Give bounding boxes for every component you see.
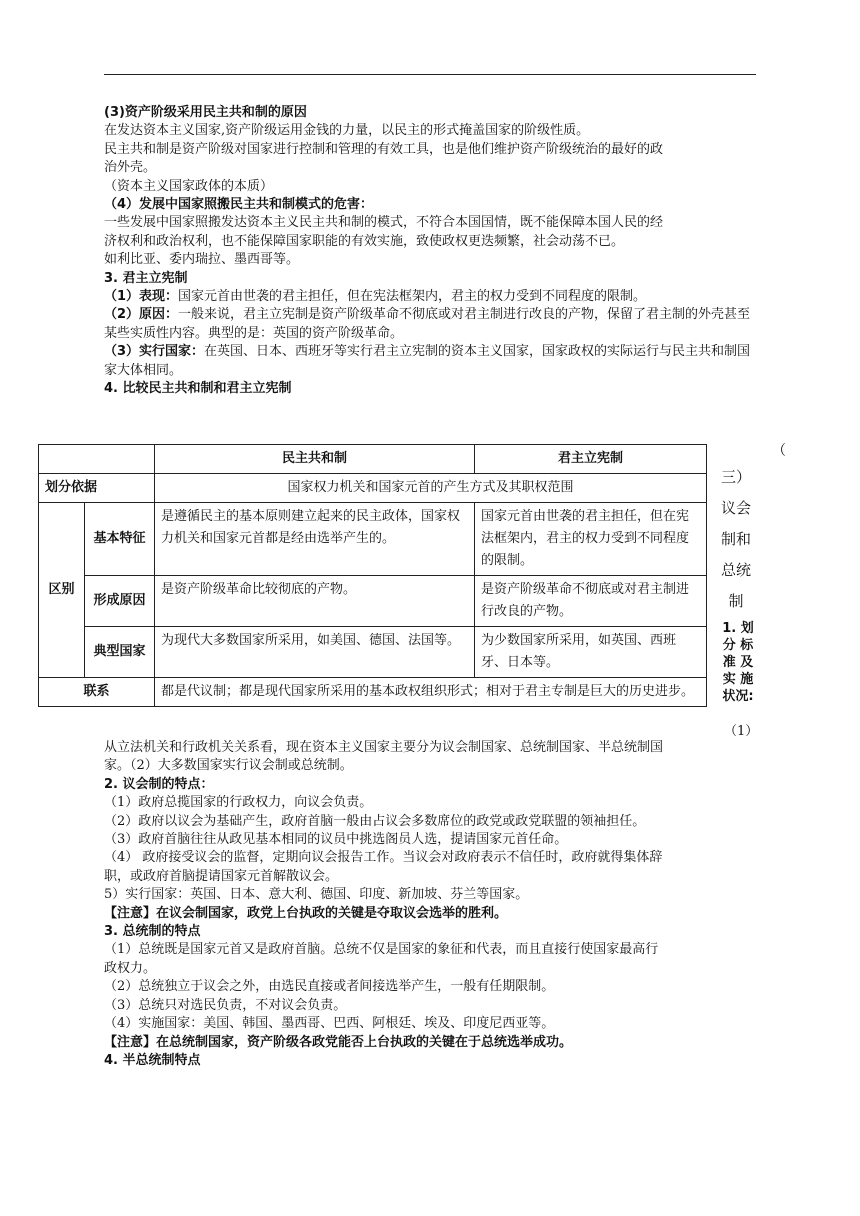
table-row: [39, 678, 707, 707]
cell-republic: 是遵循民主的基本原则建立起来的民主政体，国家权力机关和国家元首都是经由选举产生的。: [155, 503, 475, 576]
heading-reason: (3)资产阶级采用民主共和制的原因: [104, 105, 307, 120]
paragraph-line: 家。（2）大多数国家实行议会制或总统制。: [104, 758, 353, 774]
paragraph-line: （1）政府总揽国家的行政权力，向议会负责。: [104, 795, 373, 811]
top-section: [104, 104, 756, 399]
col-header-republic: 民主共和制: [155, 445, 475, 474]
heading-semi-presidential: 4. 半总统制特点: [104, 1052, 201, 1068]
row-label: 基本特征: [85, 503, 155, 576]
monarchy-point: （1）表现：国家元首由世袭的君主担任，但在宪法框架内，君主的权力受到不同程度的限制。: [104, 289, 647, 305]
side-paren-open: （: [772, 443, 786, 459]
side-heading-vertical: 三） 议会 制和 总统 制: [720, 468, 751, 610]
paragraph-line: 民主共和制是资产阶级对国家进行控制和管理的有效工具，也是他们维护资产阶级统治的最好的政: [104, 141, 664, 157]
heading-parliamentary: 2. 议会制的特点：: [104, 776, 214, 792]
paragraph-line: 从立法机关和行政机关关系看，现在资本主义国家主要分为议会制国家、总统制国家、半总统制国: [104, 740, 664, 755]
paragraph-line: 5）实行国家：英国、日本、意大利、德国、印度、新加坡、芬兰等国家。: [104, 887, 529, 903]
cell-monarchy: 是资产阶级革命不彻底或对君主制进行改良的产物。: [475, 576, 707, 627]
col-header-monarchy: 君主立宪制: [475, 445, 707, 474]
paragraph-line: （1）总统既是国家元首又是政府首脑。总统不仅是国家的象征和代表，而且直接行使国家最高行: [104, 942, 659, 958]
link-text: 都是代议制；都是现代国家所采用的基本政权组织形式；相对于君主专制是巨大的历史进步。: [155, 678, 707, 707]
paragraph-line: （4） 政府接受议会的监督，定期向议会报告工作。当议会对政府表示不信任时，政府就得集体辞: [104, 850, 663, 866]
monarchy-point: （2）原因：一般来说，君主立宪制是资产阶级革命不彻底或对君主制进行改良的产物，保留了君主制的外壳甚至某些实质性内容。典型的是：英国的资产阶级革命。: [104, 307, 751, 341]
paragraph-line: （2）政府以议会为基础产生，政府首脑一般由占议会多数席位的政党或政党联盟的领袖担任。: [104, 813, 646, 829]
paragraph-line: 职，或政府首脑提请国家元首解散议会。: [104, 868, 339, 884]
heading-compare: 4. 比较民主共和制和君主立宪制: [104, 381, 292, 397]
heading-harm: （4）发展中国家照搬民主共和制模式的危害：: [104, 197, 374, 213]
paragraph-line: （2）总统独立于议会之外，由选民直接或者间接选举产生，一般有任期限制。: [104, 979, 555, 995]
cell-republic: 为现代大多数国家所采用，如美国、德国、法国等。: [155, 627, 475, 678]
header-rule: [104, 74, 756, 75]
note-parliamentary: 【注意】在议会制国家，政党上台执政的关键是夺取议会选举的胜利。: [104, 905, 508, 921]
link-label: 联系: [39, 678, 155, 707]
note-presidential: 【注意】在总统制国家，资产阶级各政党能否上台执政的关键在于总统选举成功。: [104, 1034, 573, 1050]
table-header-row: [39, 445, 707, 474]
heading-monarchy: 3. 君主立宪制: [104, 270, 188, 286]
paragraph-line: 政权力。: [104, 960, 157, 976]
bottom-section: [104, 739, 756, 1070]
paragraph-line: （4）实施国家：美国、韩国、墨西哥、巴西、阿根廷、埃及、印度尼西亚等。: [104, 1016, 555, 1032]
diff-label: 区别: [39, 503, 85, 678]
table-row: [39, 474, 707, 503]
cell-monarchy: 国家元首由世袭的君主担任，但在宪法框架内，君主的权力受到不同程度的限制。: [475, 503, 707, 576]
paragraph-line: （资本主义国家政体的本质）: [104, 178, 274, 194]
paragraph-line: （3）总统只对选民负责，不对议会负责。: [104, 997, 347, 1013]
row-label: 形成原因: [85, 576, 155, 627]
basis-label: 划分依据: [39, 474, 155, 503]
cell-republic: 是资产阶级革命比较彻底的产物。: [155, 576, 475, 627]
paragraph-line: 一些发展中国家照搬发达资本主义民主共和制的模式，不符合本国国情，既不能保障本国人民的经: [104, 215, 664, 231]
table-row: [39, 627, 707, 678]
cell-monarchy: 为少数国家所采用，如英国、西班牙、日本等。: [475, 627, 707, 678]
paragraph-line: 如利比亚、委内瑞拉、墨西哥等。: [104, 252, 300, 268]
monarchy-point: （3）实行国家：在英国、日本、西班牙等实行君主立宪制的资本主义国家，国家政权的实际运行与民主共和制国家大体相同。: [104, 344, 751, 378]
paragraph-line: （3）政府首脑往往从政见基本相同的议员中挑选阁员人选，提请国家元首任命。: [104, 832, 568, 848]
row-label: 典型国家: [85, 627, 155, 678]
side-subheading-vertical: 1. 划 分 标 准 及 实 施 状况:: [722, 621, 754, 704]
table-row: [39, 503, 707, 576]
paragraph-line: 治外壳。: [104, 160, 157, 176]
basis-text: 国家权力机关和国家元首的产生方式及其职权范围: [155, 474, 707, 503]
comparison-table: [38, 444, 707, 707]
paragraph-line: 济权利和政治权利，也不能保障国家职能的有效实施，致使政权更迭频繁，社会动荡不已。: [104, 233, 625, 249]
paragraph-line: 在发达资本主义国家,资产阶级运用金钱的力量，以民主的形式掩盖国家的阶级性质。: [104, 123, 590, 139]
heading-presidential: 3. 总统制的特点: [104, 924, 201, 940]
table-row: [39, 576, 707, 627]
side-paren-one: （1）: [724, 724, 759, 739]
